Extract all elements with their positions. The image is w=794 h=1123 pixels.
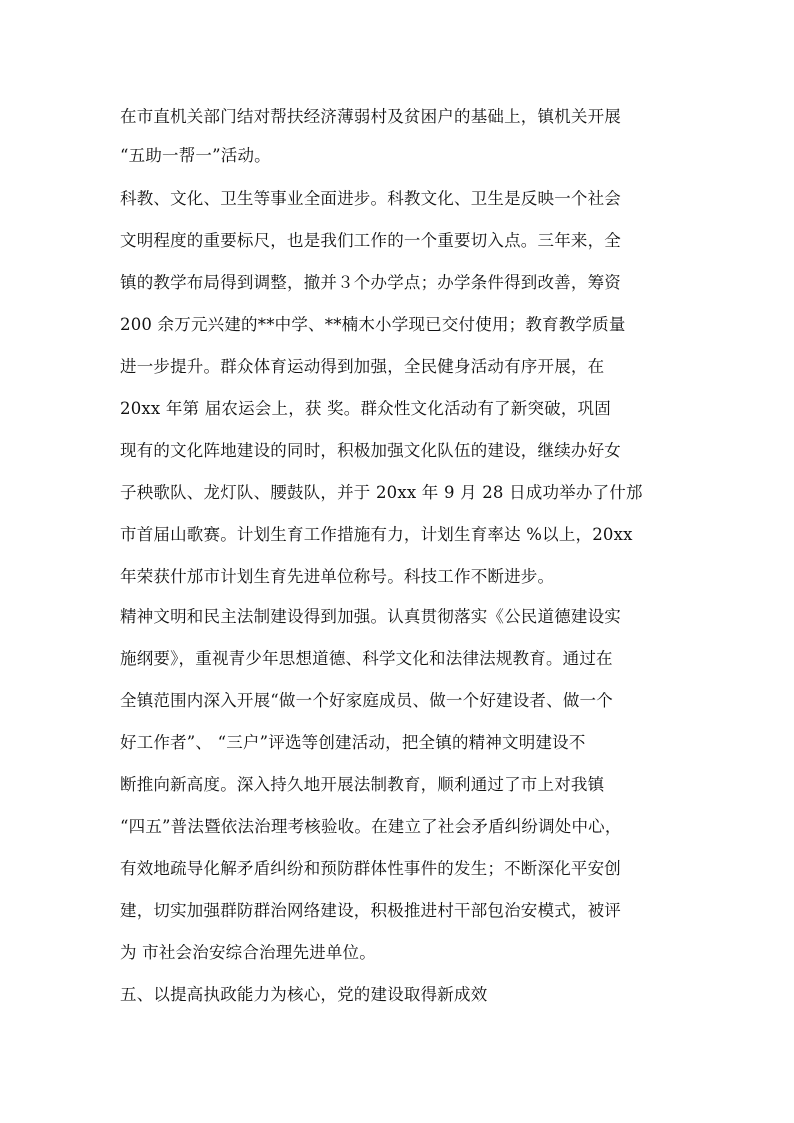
paragraph-3-line-5: 断推向新高度。深入持久地开展法制教育，顺利通过了市上对我镇 xyxy=(120,775,605,794)
paragraph-3-line-6: “四五”普法暨依法治理考核验收。在建立了社会矛盾纠纷调处中心， xyxy=(120,817,622,836)
paragraph-3-line-8: 建，切实加强群防群治网络建设，积极推进村干部包治安模式，被评 xyxy=(120,901,621,920)
paragraph-3-line-3: 全镇范围内深入开展“做一个好家庭成员、做一个好建设者、做一个 xyxy=(120,691,613,710)
paragraph-3-line-7: 有效地疏导化解矛盾纠纷和预防群体性事件的发生；不断深化平安创 xyxy=(120,859,621,878)
paragraph-1-line-2: “五助一帮一”活动。 xyxy=(120,146,271,165)
paragraph-2-line-10: 年荣获什邡市计划生育先进单位称号。科技工作不断进步。 xyxy=(120,567,555,586)
paragraph-3-line-2: 施纲要》，重视青少年思想道德、科学文化和法律法规教育。通过在 xyxy=(120,649,613,668)
paragraph-2-line-4: 200 余万元兴建的**中学、**楠木小学现已交付使用；教育教学质量 xyxy=(120,315,626,334)
paragraph-1-line-1: 在市直机关部门结对帮扶经济薄弱村及贫困户的基础上，镇机关开展 xyxy=(120,107,621,126)
paragraph-2-line-8: 子秧歌队、龙灯队、腰鼓队，并于 20xx 年 9 月 28 日成功举办了什邡 xyxy=(120,483,643,502)
paragraph-3-line-9: 为 市社会治安综合治理先进单位。 xyxy=(120,943,376,962)
paragraph-2-line-3: 镇的教学布局得到调整，撤并３个办学点；办学条件得到改善，筹资 xyxy=(120,273,621,292)
paragraph-2-line-6: 20xx 年第 届农运会上，获 奖。群众性文化活动有了新突破，巩固 xyxy=(120,399,611,418)
section-heading: 五、以提高执政能力为核心，党的建设取得新成效 xyxy=(120,985,488,1004)
paragraph-3-line-4: 好工作者”、 “三户”评选等创建活动，把全镇的精神文明建设不 xyxy=(120,733,586,752)
paragraph-2-line-1: 科教、文化、卫生等事业全面进步。科教文化、卫生是反映一个社会 xyxy=(120,189,621,208)
paragraph-3-line-1: 精神文明和民主法制建设得到加强。认真贯彻落实《公民道德建设实 xyxy=(120,607,621,626)
paragraph-2-line-9: 市首届山歌赛。计划生育工作措施有力，计划生育率达 %以上，20xx xyxy=(120,525,633,544)
paragraph-2-line-5: 进一步提升。群众体育运动得到加强，全民健身活动有序开展，在 xyxy=(120,357,605,376)
paragraph-2-line-2: 文明程度的重要标尺，也是我们工作的一个重要切入点。三年来，全 xyxy=(120,231,621,250)
paragraph-2-line-7: 现有的文化阵地建设的同时，积极加强文化队伍的建设，继续办好女 xyxy=(120,441,621,460)
